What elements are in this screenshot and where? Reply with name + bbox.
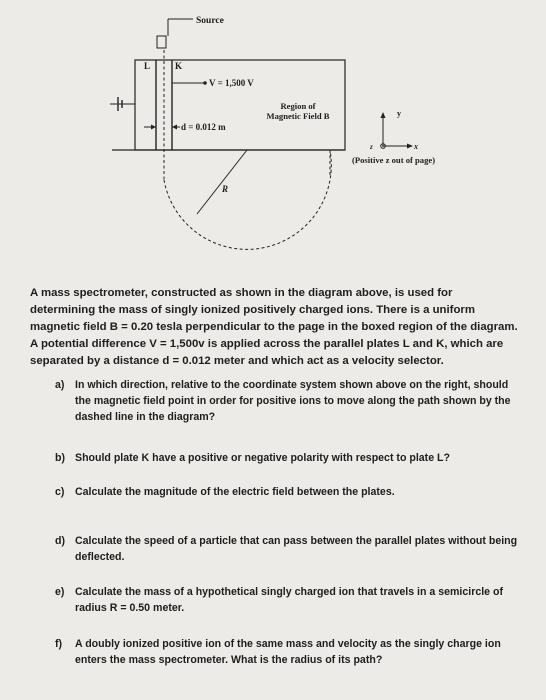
question-d (55, 533, 520, 565)
distance-label: d = 0.012 m (181, 122, 226, 132)
question-a-label: a) (55, 379, 65, 391)
axis-y-label: y (397, 109, 401, 118)
axis-note: (Positive z out of page) (352, 155, 436, 165)
plate-k-label: K (175, 61, 183, 71)
distance-arrow-right (172, 125, 177, 130)
plate-l-label: L (144, 61, 151, 71)
voltage-label: V = 1,500 V (209, 78, 254, 88)
source-label: Source (196, 16, 224, 26)
axis-x-label: x (414, 142, 418, 151)
question-b-text: Should plate K have a positive or negative polarity with respect to plate L? (75, 452, 450, 464)
axis-z-label: z (370, 143, 373, 151)
problem-intro: A mass spectrometer, constructed as shown in the diagram above, is used for determining the mass of singly ionized positively charged ions. There is a uniform magnetic field B = 0.20 tesla perpendicular to the page in the boxed region of the diagram. A potential difference V = 1,500v is applied across the parallel plates L and K, which are separated by a distance d = 0.012 meter and which act as a velocity selector. (30, 287, 518, 367)
question-b-label: b) (55, 452, 65, 464)
question-d-text: Calculate the speed of a particle that can pass between the parallel plates without being deflected. (75, 535, 518, 563)
question-a (55, 377, 520, 425)
question-f-label: f) (55, 638, 63, 650)
region-label-line2: Magnetic Field B (266, 111, 330, 121)
mass-spectrometer-diagram (0, 0, 546, 260)
question-b (55, 450, 520, 466)
ion-path-semicircle (164, 150, 331, 249)
region-label-line1: Region of (280, 101, 316, 111)
source-box (157, 36, 166, 48)
question-e (55, 584, 520, 616)
radius-label: R (222, 184, 229, 194)
question-f-text: A doubly ionized positive ion of the same mass and velocity as the singly charge ion enters the mass spectrometer. What is the radius of its path? (75, 638, 501, 666)
question-c (55, 484, 520, 500)
question-f (55, 636, 520, 668)
question-e-text: Calculate the mass of a hypothetical singly charged ion that travels in a semicircle of radius R = 0.50 meter. (75, 586, 504, 614)
question-d-label: d) (55, 535, 65, 547)
question-c-text: Calculate the magnitude of the electric field between the plates. (75, 486, 395, 498)
question-c-label: c) (55, 486, 65, 498)
distance-arrow-left (151, 125, 156, 130)
question-a-text: In which direction, relative to the coordinate system shown above on the right, should the magnetic field point in order for positive ions to move along the path shown by the dashed line in the diagram? (75, 379, 511, 423)
radius-line (197, 150, 247, 214)
question-e-label: e) (55, 586, 65, 598)
